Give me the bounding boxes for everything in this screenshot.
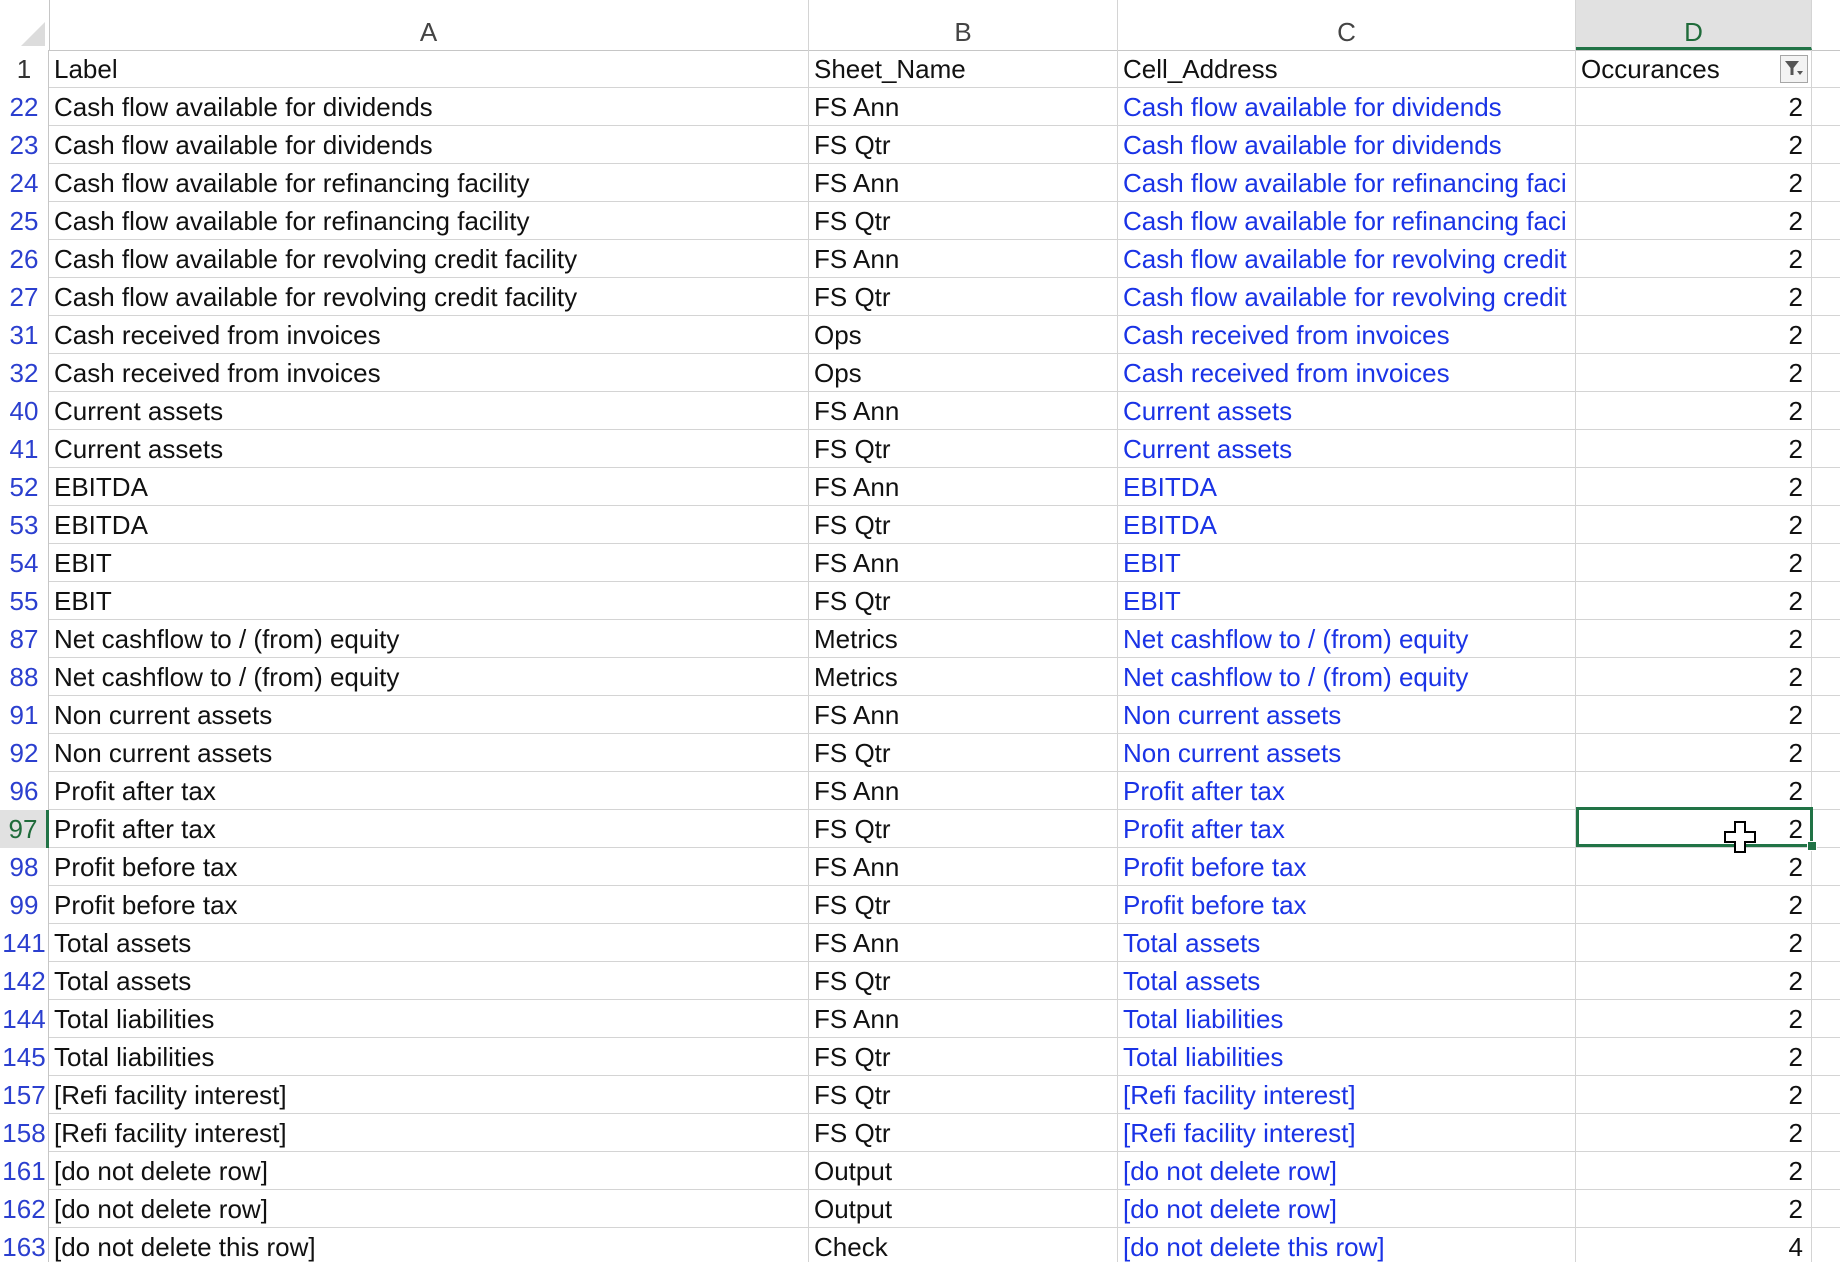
cell-address-link[interactable]: [do not delete this row]: [1118, 1228, 1576, 1262]
label-cell[interactable]: Cash received from invoices: [49, 316, 809, 354]
cell-address-link[interactable]: Non current assets: [1118, 696, 1576, 734]
table-row: [0, 848, 1840, 886]
occurances-cell[interactable]: 2: [1576, 924, 1812, 962]
occurances-cell[interactable]: 2: [1576, 392, 1812, 430]
table-row: [0, 278, 1840, 316]
row-number[interactable]: 27: [0, 278, 49, 316]
table-row: [0, 696, 1840, 734]
label-cell[interactable]: EBITDA: [49, 506, 809, 544]
row-number[interactable]: 97: [0, 810, 49, 848]
label-cell[interactable]: Profit before tax: [49, 848, 809, 886]
row-number[interactable]: 91: [0, 696, 49, 734]
sheet-name-cell[interactable]: FS Qtr: [809, 1114, 1118, 1152]
row-number[interactable]: 96: [0, 772, 49, 810]
cell-address-link[interactable]: Non current assets: [1118, 734, 1576, 772]
label-cell[interactable]: Net cashflow to / (from) equity: [49, 620, 809, 658]
table-row: [0, 810, 1840, 848]
cell-address-link[interactable]: Total liabilities: [1118, 1038, 1576, 1076]
select-all-corner[interactable]: [0, 0, 50, 50]
row-number[interactable]: 54: [0, 544, 49, 582]
occurances-cell[interactable]: 2: [1576, 1076, 1812, 1114]
sheet-name-cell[interactable]: FS Ann: [809, 772, 1118, 810]
cell-address-link[interactable]: Net cashflow to / (from) equity: [1118, 620, 1576, 658]
label-cell[interactable]: Profit after tax: [49, 772, 809, 810]
cell-address-link[interactable]: Current assets: [1118, 392, 1576, 430]
label-cell[interactable]: Cash flow available for refinancing facility: [49, 202, 809, 240]
sheet-name-cell[interactable]: FS Ann: [809, 164, 1118, 202]
cell-address-link[interactable]: Cash flow available for refinancing faci: [1118, 164, 1576, 202]
label-cell[interactable]: Cash flow available for refinancing facility: [49, 164, 809, 202]
occurances-cell[interactable]: 2: [1576, 582, 1812, 620]
label-cell[interactable]: [Refi facility interest]: [49, 1076, 809, 1114]
row-number[interactable]: 162: [0, 1190, 49, 1228]
occurances-cell[interactable]: 2: [1576, 620, 1812, 658]
occurances-cell[interactable]: 2: [1576, 848, 1812, 886]
table-row: [0, 544, 1840, 582]
table-row: [0, 430, 1840, 468]
occurances-cell[interactable]: 2: [1576, 544, 1812, 582]
label-cell[interactable]: Current assets: [49, 430, 809, 468]
filter-funnel-icon: [1784, 60, 1804, 78]
table-row: [0, 620, 1840, 658]
label-cell[interactable]: Cash flow available for dividends: [49, 126, 809, 164]
row-number[interactable]: 32: [0, 354, 49, 392]
cell-address-link[interactable]: Cash flow available for refinancing faci: [1118, 202, 1576, 240]
sheet-name-cell[interactable]: FS Ann: [809, 544, 1118, 582]
row-number[interactable]: 55: [0, 582, 49, 620]
occurances-cell[interactable]: 4: [1576, 1228, 1812, 1262]
row-number[interactable]: 40: [0, 392, 49, 430]
label-cell[interactable]: Cash flow available for revolving credit facility: [49, 278, 809, 316]
occurances-cell[interactable]: 2: [1576, 696, 1812, 734]
occurances-cell[interactable]: 2: [1576, 430, 1812, 468]
sheet-name-cell[interactable]: Metrics: [809, 620, 1118, 658]
cell-address-link[interactable]: EBITDA: [1118, 468, 1576, 506]
row-number[interactable]: 31: [0, 316, 49, 354]
row-number[interactable]: 52: [0, 468, 49, 506]
label-cell[interactable]: Cash flow available for revolving credit facility: [49, 240, 809, 278]
occurances-cell[interactable]: 2: [1576, 658, 1812, 696]
occurances-cell[interactable]: 2: [1576, 202, 1812, 240]
row-number[interactable]: 161: [0, 1152, 49, 1190]
sheet-name-cell[interactable]: FS Qtr: [809, 734, 1118, 772]
label-cell[interactable]: Total liabilities: [49, 1000, 809, 1038]
sheet-name-cell[interactable]: FS Ann: [809, 468, 1118, 506]
occurances-cell[interactable]: 2: [1576, 810, 1812, 848]
table-row: [0, 734, 1840, 772]
column-header-d[interactable]: D: [1576, 0, 1812, 50]
sheet-name-cell[interactable]: Output: [809, 1190, 1118, 1228]
table-row: [0, 658, 1840, 696]
label-cell[interactable]: Cash flow available for dividends: [49, 88, 809, 126]
table-row: [0, 164, 1840, 202]
sheet-name-cell[interactable]: FS Ann: [809, 1000, 1118, 1038]
cell-address-link[interactable]: Profit after tax: [1118, 772, 1576, 810]
cell-address-link[interactable]: [Refi facility interest]: [1118, 1114, 1576, 1152]
sheet-name-cell[interactable]: FS Ann: [809, 696, 1118, 734]
cell-address-link[interactable]: [Refi facility interest]: [1118, 1076, 1576, 1114]
cell-address-link[interactable]: Cash received from invoices: [1118, 354, 1576, 392]
label-cell[interactable]: [do not delete row]: [49, 1190, 809, 1228]
occurances-cell[interactable]: 2: [1576, 886, 1812, 924]
row-number[interactable]: 158: [0, 1114, 49, 1152]
sheet-name-cell[interactable]: Metrics: [809, 658, 1118, 696]
table-row: [0, 468, 1840, 506]
cell-address-link[interactable]: [do not delete row]: [1118, 1190, 1576, 1228]
occurances-cell[interactable]: 2: [1576, 278, 1812, 316]
label-cell[interactable]: Cash received from invoices: [49, 354, 809, 392]
sheet-name-cell[interactable]: FS Ann: [809, 848, 1118, 886]
label-cell[interactable]: EBIT: [49, 544, 809, 582]
header-cell-cell-address[interactable]: Cell_Address: [1118, 50, 1576, 88]
label-cell[interactable]: Profit before tax: [49, 886, 809, 924]
row-number[interactable]: 41: [0, 430, 49, 468]
cell-address-link[interactable]: Cash flow available for dividends: [1118, 126, 1576, 164]
cell-address-link[interactable]: EBITDA: [1118, 506, 1576, 544]
sheet-name-cell[interactable]: FS Ann: [809, 88, 1118, 126]
sheet-name-cell[interactable]: FS Qtr: [809, 582, 1118, 620]
table-row: [0, 1190, 1840, 1228]
occurances-cell[interactable]: 2: [1576, 240, 1812, 278]
fill-handle[interactable]: [1807, 841, 1817, 851]
table-row: [0, 582, 1840, 620]
column-header-b[interactable]: B: [809, 0, 1118, 50]
row-number[interactable]: 88: [0, 658, 49, 696]
sheet-name-cell[interactable]: FS Qtr: [809, 1038, 1118, 1076]
column-header-bar: [0, 0, 1840, 51]
row-number[interactable]: 99: [0, 886, 49, 924]
label-cell[interactable]: Current assets: [49, 392, 809, 430]
occurances-cell[interactable]: 2: [1576, 1038, 1812, 1076]
row-number[interactable]: 24: [0, 164, 49, 202]
cell-address-link[interactable]: Total assets: [1118, 924, 1576, 962]
table-row: [0, 886, 1840, 924]
row-number[interactable]: 141: [0, 924, 49, 962]
table-row: [0, 1152, 1840, 1190]
sheet-name-cell[interactable]: FS Qtr: [809, 886, 1118, 924]
table-row: [0, 88, 1840, 126]
header-cell-sheet-name[interactable]: Sheet_Name: [809, 50, 1118, 88]
table-row: [0, 962, 1840, 1000]
sheet-name-cell[interactable]: Output: [809, 1152, 1118, 1190]
cell-address-link[interactable]: Cash flow available for revolving credit: [1118, 278, 1576, 316]
table-row: [0, 1000, 1840, 1038]
cell-address-link[interactable]: Profit before tax: [1118, 886, 1576, 924]
label-cell[interactable]: Non current assets: [49, 734, 809, 772]
sheet-name-cell[interactable]: FS Ann: [809, 240, 1118, 278]
row-number[interactable]: 142: [0, 962, 49, 1000]
occurances-cell[interactable]: 2: [1576, 962, 1812, 1000]
occurances-cell[interactable]: 2: [1576, 772, 1812, 810]
row-number[interactable]: 87: [0, 620, 49, 658]
label-cell[interactable]: [Refi facility interest]: [49, 1114, 809, 1152]
table-row: [0, 1228, 1840, 1262]
occurances-cell[interactable]: 2: [1576, 164, 1812, 202]
row-number[interactable]: 163: [0, 1228, 49, 1262]
table-row: [0, 1038, 1840, 1076]
sheet-name-cell[interactable]: FS Qtr: [809, 430, 1118, 468]
occurances-cell[interactable]: 2: [1576, 88, 1812, 126]
label-cell[interactable]: Net cashflow to / (from) equity: [49, 658, 809, 696]
table-row: [0, 354, 1840, 392]
label-cell[interactable]: [do not delete row]: [49, 1152, 809, 1190]
cell-address-link[interactable]: Cash flow available for revolving credit: [1118, 240, 1576, 278]
cell-address-link[interactable]: Current assets: [1118, 430, 1576, 468]
sheet-name-cell[interactable]: FS Qtr: [809, 506, 1118, 544]
row-number[interactable]: 23: [0, 126, 49, 164]
label-cell[interactable]: Total assets: [49, 924, 809, 962]
column-header-c[interactable]: C: [1118, 0, 1576, 50]
row-number[interactable]: 25: [0, 202, 49, 240]
occurances-cell[interactable]: 2: [1576, 354, 1812, 392]
occurances-cell[interactable]: 2: [1576, 734, 1812, 772]
sheet-name-cell[interactable]: FS Qtr: [809, 278, 1118, 316]
sheet-name-cell[interactable]: Ops: [809, 316, 1118, 354]
label-cell[interactable]: [do not delete this row]: [49, 1228, 809, 1262]
occurances-cell[interactable]: 2: [1576, 316, 1812, 354]
row-number[interactable]: 1: [0, 50, 49, 88]
row-number[interactable]: 53: [0, 506, 49, 544]
header-cell-occurances[interactable]: Occurances: [1576, 50, 1812, 88]
cell-address-link[interactable]: Total liabilities: [1118, 1000, 1576, 1038]
cell-address-link[interactable]: Cash received from invoices: [1118, 316, 1576, 354]
sheet-name-cell[interactable]: FS Qtr: [809, 126, 1118, 164]
label-cell[interactable]: EBITDA: [49, 468, 809, 506]
label-cell[interactable]: Profit after tax: [49, 810, 809, 848]
table-row: [0, 392, 1840, 430]
select-all-triangle-icon: [21, 22, 45, 46]
cell-address-link[interactable]: Cash flow available for dividends: [1118, 88, 1576, 126]
table-row: [0, 1076, 1840, 1114]
label-cell[interactable]: Total liabilities: [49, 1038, 809, 1076]
table-row: [0, 506, 1840, 544]
table-row: [0, 126, 1840, 164]
label-cell[interactable]: EBIT: [49, 582, 809, 620]
occurances-cell[interactable]: 2: [1576, 1000, 1812, 1038]
cell-address-link[interactable]: Total assets: [1118, 962, 1576, 1000]
sheet-name-cell[interactable]: FS Qtr: [809, 810, 1118, 848]
sheet-name-cell[interactable]: Check: [809, 1228, 1118, 1262]
column-header-a[interactable]: A: [49, 0, 809, 50]
label-cell[interactable]: Non current assets: [49, 696, 809, 734]
cell-address-link[interactable]: EBIT: [1118, 582, 1576, 620]
sheet-name-cell[interactable]: FS Ann: [809, 924, 1118, 962]
sheet-name-cell[interactable]: FS Qtr: [809, 202, 1118, 240]
sheet-name-cell[interactable]: FS Qtr: [809, 1076, 1118, 1114]
table-row: [0, 202, 1840, 240]
occurances-cell[interactable]: 2: [1576, 126, 1812, 164]
cell-address-link[interactable]: Profit after tax: [1118, 810, 1576, 848]
cell-address-link[interactable]: [do not delete row]: [1118, 1152, 1576, 1190]
row-number[interactable]: 92: [0, 734, 49, 772]
filter-dropdown-button[interactable]: [1780, 55, 1808, 83]
cell-address-link[interactable]: Profit before tax: [1118, 848, 1576, 886]
occurances-cell[interactable]: 2: [1576, 506, 1812, 544]
occurances-cell[interactable]: 2: [1576, 1152, 1812, 1190]
cell-address-link[interactable]: EBIT: [1118, 544, 1576, 582]
header-cell-label[interactable]: Label: [49, 50, 809, 88]
header-row: [0, 50, 1840, 88]
occurances-cell[interactable]: 2: [1576, 1114, 1812, 1152]
sheet-name-cell[interactable]: FS Ann: [809, 392, 1118, 430]
label-cell[interactable]: Total assets: [49, 962, 809, 1000]
occurances-cell[interactable]: 2: [1576, 1190, 1812, 1228]
row-number[interactable]: 157: [0, 1076, 49, 1114]
table-row: [0, 772, 1840, 810]
table-row: [0, 316, 1840, 354]
sheet-name-cell[interactable]: Ops: [809, 354, 1118, 392]
row-number[interactable]: 22: [0, 88, 49, 126]
cell-address-link[interactable]: Net cashflow to / (from) equity: [1118, 658, 1576, 696]
table-row: [0, 240, 1840, 278]
occurances-cell[interactable]: 2: [1576, 468, 1812, 506]
row-number[interactable]: 26: [0, 240, 49, 278]
row-number[interactable]: 144: [0, 1000, 49, 1038]
row-number[interactable]: 145: [0, 1038, 49, 1076]
row-number[interactable]: 98: [0, 848, 49, 886]
table-row: [0, 924, 1840, 962]
sheet-name-cell[interactable]: FS Qtr: [809, 962, 1118, 1000]
table-row: [0, 1114, 1840, 1152]
